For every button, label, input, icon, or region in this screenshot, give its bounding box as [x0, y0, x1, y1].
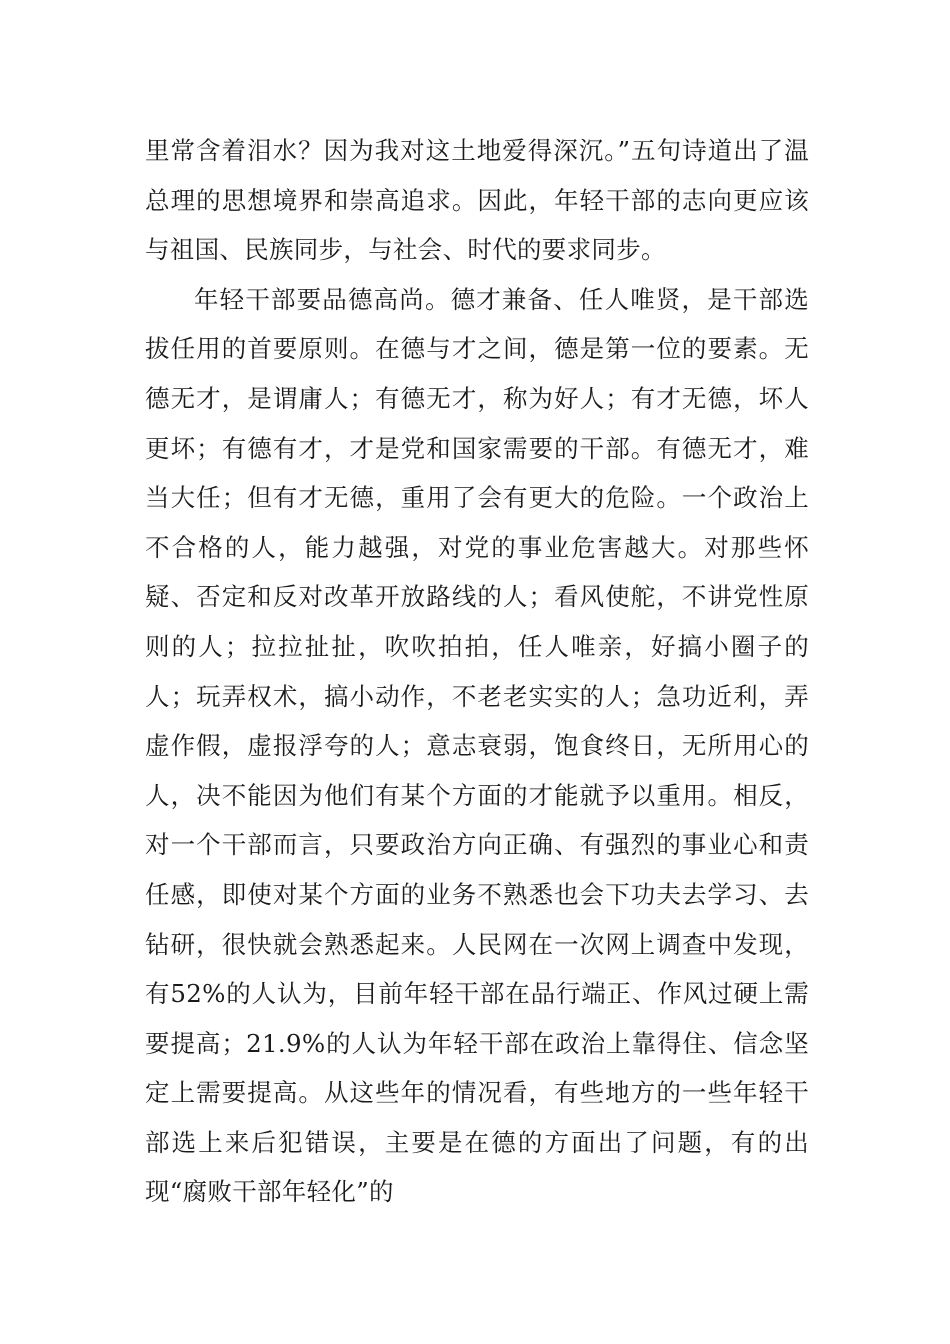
paragraph-moral-integrity: 年轻干部要品德高尚。德才兼备、任人唯贤，是干部选拔任用的首要原则。在德与才之间，德是第一位的要素。无德无才，是谓庸人；有德无才，称为好人；有才无德，坏人更坏；有德有才，才是党和国家需要的干部。有德无才，难当大任；但有才无德，重用了会有更大的危险。一个政治上不合格的人，能力越强，对党的事业危害越大。对那些怀疑、否定和反对改革开放路线的人；看风使舵，不讲党性原则的人；拉拉扯扯，吹吹拍拍，任人唯亲，好搞小圈子的人；玩弄权术，搞小动作，不老老实实的人；急功近利，弄虚作假，虚报浮夸的人；意志衰弱，饱食终日，无所用心的人，决不能因为他们有某个方面的才能就予以重用。相反，对一个干部而言，只要政治方向正确、有强烈的事业心和责任感，即使对某个方面的业务不熟悉也会下功夫去学习、去钻研，很快就会熟悉起来。人民网在一次网上调查中发现，有52%的人认为，目前年轻干部在品行端正、作风过硬上需要提高；21.9%的人认为年轻干部在政治上靠得住、信念坚定上需要提高。从这些年的情况看，有些地方的一些年轻干部选上来后犯错误，主要是在德的方面出了问题，有的出现“腐败干部年轻化”的 [145, 284, 809, 1207]
paragraph-continuation: 里常含着泪水？因为我对这土地爱得深沉。”五句诗道出了温总理的思想境界和崇高追求。因此，年轻干部的志向更应该与祖国、民族同步，与社会、时代的要求同步。 [145, 136, 809, 265]
document-body [145, 126, 809, 1217]
